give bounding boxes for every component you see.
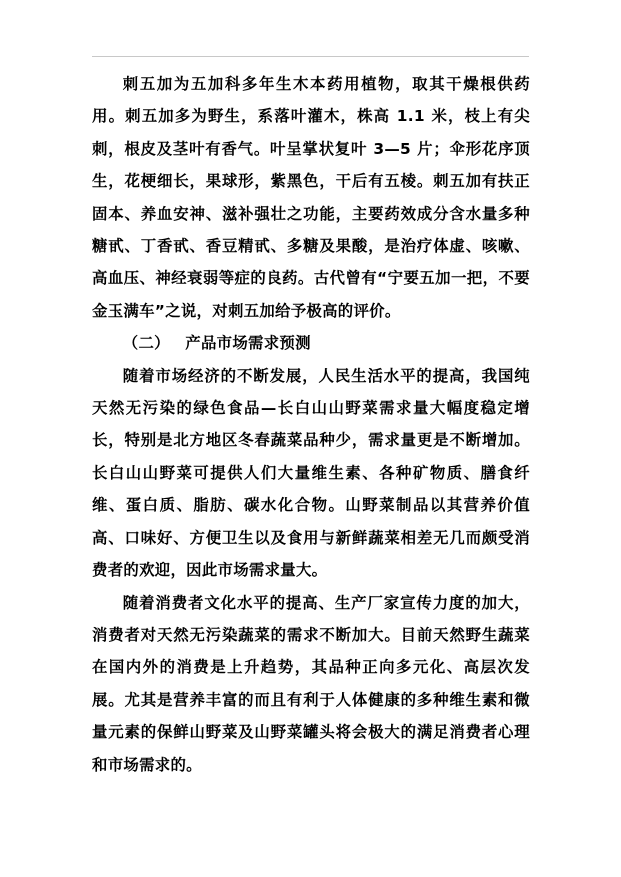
header-rule: [92, 56, 529, 57]
paragraph-market-demand: 随着市场经济的不断发展，人民生活水平的提高，我国纯天然无污染的绿色食品—长白山山野菜需求量大幅度稳定增长，特别是北方地区冬春蔬菜品种少，需求量更是不断增加。长白山山野菜可提供人们大量维生素、各种矿物质、膳食纤维、蛋白质、脂肪、碳水化合物。山野菜制品以其营养价值高、口味好、方便卫生以及食用与新鲜蔬菜相差无几而颇受消费者的欢迎，因此市场需求量大。: [92, 366, 530, 580]
paragraph-acanthopanax-description: 刺五加为五加科多年生木本药用植物，取其干燥根供药用。刺五加多为野生，系落叶灌木，株高 1.1 米，枝上有尖刺，根皮及茎叶有香气。叶呈掌状复叶 3—5 片；伞形花序顶生，花梗细长，果球形，紫黑色，干后有五棱。刺五加有扶正固本、养血安神、滋补强壮之功能，主要药效成分含水量多种糖甙、丁香甙、香豆精甙、多糖及果酸，是治疗体虚、咳嗽、高血压、神经衰弱等症的良药。古代曾有“宁要五加一把，不要金玉满车”之说，对刺五加给予极高的评价。: [92, 75, 530, 320]
section-heading: [92, 327, 530, 359]
document-body: [92, 68, 530, 781]
section-heading-number: （二）: [122, 334, 170, 353]
section-heading-title: 产品市场需求预测: [185, 334, 311, 353]
paragraph-consumer-trend: 随着消费者文化水平的提高、生产厂家宣传力度的加大，消费者对天然无污染蔬菜的需求不断加大。目前天然野生蔬菜在国内外的消费是上升趋势，其品种正向多元化、高层次发展。尤其是营养丰富的而且有利于人体健康的多种维生素和微量元素的保鲜山野菜及山野菜罐头将会极大的满足消费者心理和市场需求的。: [92, 593, 530, 774]
